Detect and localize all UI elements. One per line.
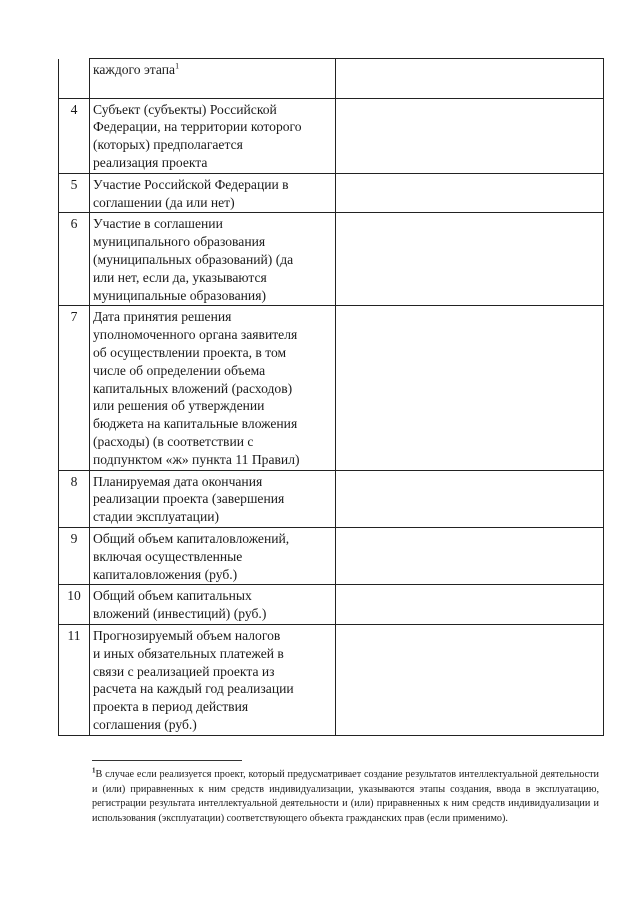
value-cell[interactable] (336, 585, 604, 625)
footnote (92, 768, 599, 826)
parameter-cell: Дата принятия решения уполномоченного органа заявителя об осуществлении проекта, в том числе об определении объема капитальных вложений (расходов) или решения об утверждении бюджета на капитальные вложения (расходы) (в соответствии с подпунктом «ж» пункта 11 Правил) (90, 306, 336, 470)
footnote-reference[interactable]: 1 (175, 61, 180, 71)
parameter-cell: Прогнозируемый объем налогов и иных обязательных платежей в связи с реализацией проекта из расчета на каждый год реализации проекта в период действия соглашения (руб.) (90, 624, 336, 735)
value-cell[interactable] (336, 59, 604, 99)
row-number-cell: 9 (59, 527, 90, 584)
row-number-cell: 10 (59, 585, 90, 625)
parameter-cell: Общий объем капиталовложений, включая осуществленные капиталовложения (руб.) (90, 527, 336, 584)
table-row-continuation (59, 59, 604, 99)
parameter-cell (90, 59, 336, 99)
value-cell[interactable] (336, 306, 604, 470)
footnote-text: В случае если реализуется проект, который предусматривает создание результатов интеллектуальной деятельности и (или) приравненных к ним средств индивидуализации, указываются этапы создания, ввода в эксплуатацию, регистрации результата интеллектуальной деятельности и (или) приравненных к ним средств индивидуализации и использования (эксплуатации) соответствующего объекта гражданских прав (если применимо). (92, 769, 599, 824)
row-number-cell: 8 (59, 470, 90, 527)
table-row (59, 306, 604, 470)
row-number-cell: 11 (59, 624, 90, 735)
table-row (59, 624, 604, 735)
parameter-cell: Участие в соглашении муниципального образования (муниципальных образований) (да или нет, если да, указываются муниципальные образования) (90, 213, 336, 306)
table-row (59, 173, 604, 213)
table-row (59, 585, 604, 625)
value-cell[interactable] (336, 98, 604, 173)
value-cell[interactable] (336, 173, 604, 213)
parameter-cell: Участие Российской Федерации в соглашении (да или нет) (90, 173, 336, 213)
table-row (59, 98, 604, 173)
table-row (59, 213, 604, 306)
row-number-cell: 6 (59, 213, 90, 306)
row-number-cell: 5 (59, 173, 90, 213)
footnote-marker: 1 (92, 766, 96, 775)
parameter-text: каждого этапа (93, 62, 176, 77)
row-number-cell: 7 (59, 306, 90, 470)
parameter-cell: Субъект (субъекты) Российской Федерации, на территории которого (которых) предполагается реализация проекта (90, 98, 336, 173)
parameter-cell: Общий объем капитальных вложений (инвестиций) (руб.) (90, 585, 336, 625)
value-cell[interactable] (336, 624, 604, 735)
table-body (59, 59, 604, 736)
row-number-cell: 4 (59, 98, 90, 173)
footnote-separator (92, 760, 242, 761)
value-cell[interactable] (336, 213, 604, 306)
value-cell[interactable] (336, 527, 604, 584)
table-row (59, 470, 604, 527)
row-number-cell (59, 59, 90, 99)
project-parameters-table (58, 58, 604, 736)
value-cell[interactable] (336, 470, 604, 527)
parameter-cell: Планируемая дата окончания реализации проекта (завершения стадии эксплуатации) (90, 470, 336, 527)
table-row (59, 527, 604, 584)
